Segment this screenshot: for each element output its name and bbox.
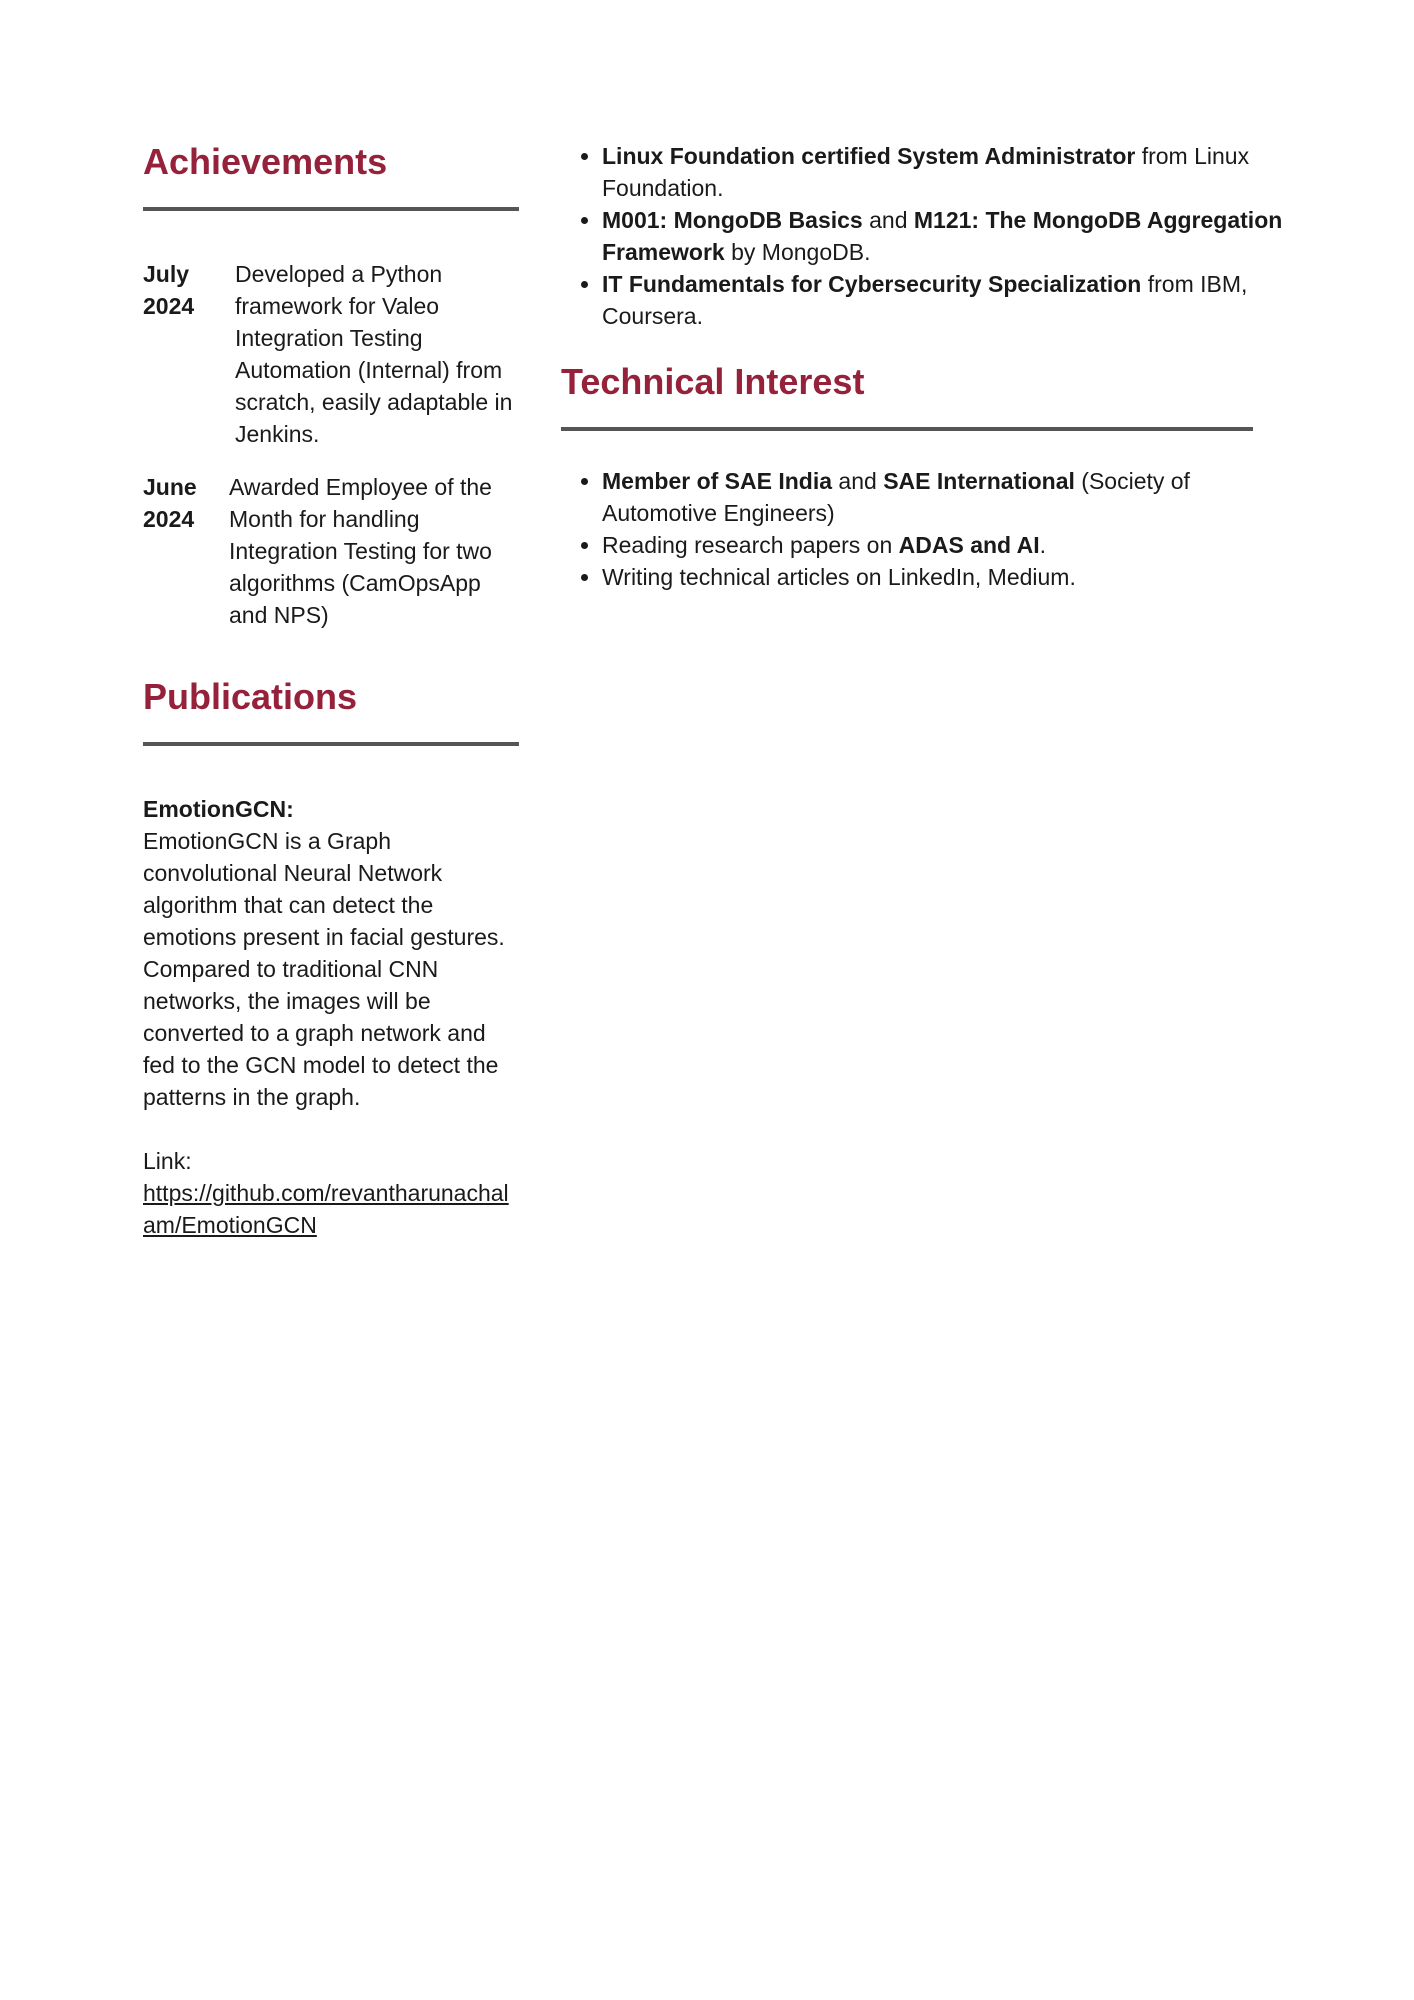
list-item <box>602 529 1291 561</box>
achievement-item <box>143 258 521 450</box>
cert-issuer: from IBM, Coursera. <box>602 271 1248 329</box>
cert-issuer: by MongoDB. <box>724 239 871 265</box>
list-item <box>602 204 1291 268</box>
achievement-text: Developed a Python framework for Valeo Integration Testing Automation (Internal) from scratch, easily adaptable in Jenkins. <box>235 261 513 448</box>
publications-title: Publications <box>143 676 358 718</box>
list-item <box>602 140 1291 204</box>
interest-text: Writing technical articles on LinkedIn, Medium. <box>602 564 1076 591</box>
achievements-title: Achievements <box>143 141 388 182</box>
interest-text: (Society of Automotive Engineers) <box>602 468 1190 527</box>
right-column <box>561 140 1291 593</box>
cert-name: Linux Foundation certified System Administrator <box>602 143 1136 169</box>
achievement-year: 2024 <box>143 293 195 320</box>
interest-joiner: and <box>832 468 884 495</box>
technical-interest-list <box>561 465 1291 593</box>
publication-description: EmotionGCN is a Graph convolutional Neural Network algorithm that can detect the emotions present in facial gestures. Compared to traditional CNN networks, the images will be converted to a graph network and fed to the GCN model to detect the patterns in the graph. <box>143 828 505 1111</box>
achievement-month: July <box>143 261 190 288</box>
publication-link[interactable]: https://github.com/revantharunachalam/EmotionGCN <box>143 1180 509 1239</box>
list-item <box>602 465 1291 529</box>
publication-entry <box>143 793 521 1241</box>
list-item <box>602 268 1291 332</box>
achievement-month: June <box>143 474 197 501</box>
interest-text: Reading research papers on <box>602 532 899 559</box>
achievement-text: Awarded Employee of the Month for handling Integration Testing for two algorithms (CamOpsApp and NPS) <box>229 474 492 629</box>
technical-interest-title: Technical Interest <box>561 361 865 402</box>
publication-name: EmotionGCN: <box>143 796 294 823</box>
interest-text: . <box>1039 532 1047 559</box>
achievement-date <box>143 471 229 631</box>
achievement-year: 2024 <box>143 506 195 533</box>
achievement-date <box>143 258 235 450</box>
left-column <box>143 140 521 1241</box>
achievement-item <box>143 471 521 631</box>
list-item <box>602 561 1291 593</box>
cert-issuer: from Linux Foundation. <box>602 143 1250 201</box>
cert-name: IT Fundamentals for Cybersecurity Specialization <box>602 271 1142 297</box>
publication-link-label: Link: <box>143 1148 192 1175</box>
interest-bold: Member of SAE India <box>602 468 833 495</box>
publications-divider <box>143 742 519 746</box>
cert-name: M121: The MongoDB Aggregation Framework <box>602 207 1283 265</box>
cert-name: M001: MongoDB Basics <box>602 207 863 233</box>
cert-joiner: and <box>862 207 914 233</box>
interest-bold: SAE International <box>883 468 1075 495</box>
certifications-list <box>561 140 1291 332</box>
achievements-divider <box>143 207 519 211</box>
interest-bold: ADAS and AI <box>898 532 1040 559</box>
technical-interest-divider <box>561 427 1253 431</box>
